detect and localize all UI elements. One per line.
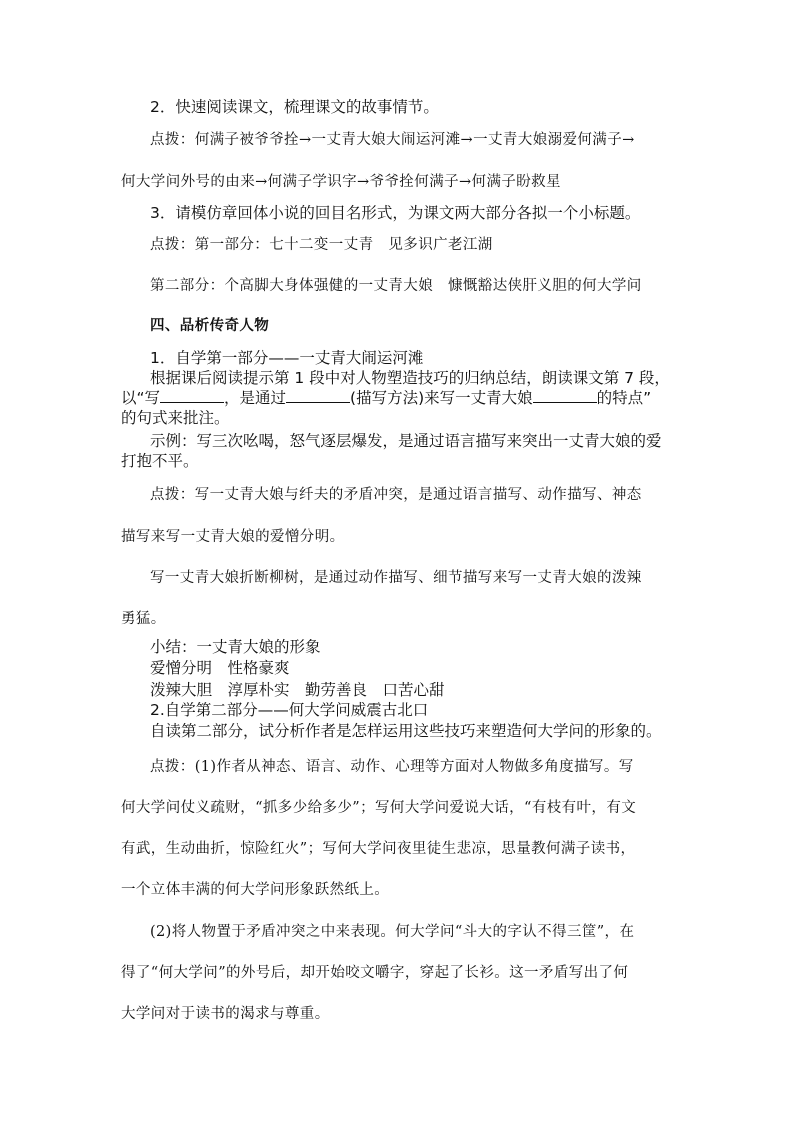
hint-conflict-line-2: 得了“何大学问”的外号后，却开始咬文嚼字，穿起了长衫。这一矛盾写出了何 [121, 965, 629, 981]
hint-conflict-line-3: 大学问对于读书的渴求与尊重。 [121, 1006, 330, 1022]
subsection-2-title: 2.自学第二部分——何大学问威震古北口 [150, 701, 429, 719]
hint-para-2-line-1: 写一丈青大娘折断柳树，是通过动作描写、细节描写来写一丈青大娘的泼辣 [150, 570, 642, 586]
hint-subtitle-2: 第二部分：个高脚大身体强健的一丈青大娘 慷慨豁达侠肝义胆的何大学问 [150, 278, 642, 294]
summary-title: 小结：一丈青大娘的形象 [150, 638, 321, 656]
hint-analysis-line-3: 有武，生动曲折，惊险红火”；写何大学问夜里徒生悲凉，思量教何满子读书， [121, 841, 636, 857]
summary-traits-2: 泼辣大胆 淳厚朴实 勤劳善良 口苦心甜 [150, 681, 445, 699]
fill-blank-1 [160, 388, 224, 403]
hint-plot-line-1: 点拨：何满子被爷爷拴→一丈青大娘大闹运河滩→一丈青大娘溺爱何满子→ [150, 132, 635, 148]
section-heading-4: 四、品析传奇人物 [150, 317, 270, 334]
example-line-2: 打抱不平。 [121, 452, 199, 470]
fill-blank-2 [286, 388, 350, 403]
hint-conflict-line-1: (2)将人物置于矛盾冲突之中来表现。何大学问“斗大的字认不得三筐”，在 [150, 924, 635, 940]
hint-analysis-line-1: 点拨：(1)作者从神态、语言、动作、心理等方面对人物做多角度描写。写 [150, 759, 634, 775]
fill-text-a: 以“写 [121, 389, 161, 407]
fill-text-b: ，是通过 [224, 389, 287, 407]
hint-para-1-line-1: 点拨：写一丈青大娘与纤夫的矛盾冲突，是通过语言描写、动作描写、神态 [150, 487, 642, 503]
hint-analysis-line-4: 一个立体丰满的何大学问形象跃然纸上。 [121, 882, 390, 898]
hint-para-1-line-2: 描写来写一丈青大娘的爱憎分明。 [121, 529, 345, 545]
instruction-line-1: 根据课后阅读提示第 1 段中对人物塑造技巧的归纳总结，朗读课文第 7 段， [150, 369, 670, 387]
hint-para-2-line-2: 勇猛。 [121, 611, 166, 627]
hint-plot-line-2: 何大学问外号的由来→何满子学识字→爷爷拴何满子→何满子盼救星 [121, 174, 561, 190]
summary-traits-1: 爱憎分明 性格豪爽 [150, 659, 290, 677]
subsection-1-title: 1．自学第一部分——一丈青大闹运河滩 [150, 349, 424, 367]
instruction-line-3: 的句式来批注。 [121, 409, 230, 427]
subsection-2-instruction: 自读第二部分，试分析作者是怎样运用这些技巧来塑造何大学问的形象的。 [150, 722, 662, 740]
hint-analysis-line-2: 何大学问仗义疏财，“抓多少给多少”；写何大学问爱说大话，“有枝有叶，有文 [121, 800, 637, 816]
example-line-1: 示例：写三次吆喝，怒气逐层爆发，是通过语言描写来突出一丈青大娘的爱 [150, 432, 662, 450]
hint-subtitle-1: 点拨：第一部分：七十二变一丈青 见多识广老江湖 [150, 237, 493, 253]
fill-text-d: 的特点” [596, 389, 652, 407]
question-2: 2．快速阅读课文，梳理课文的故事情节。 [150, 98, 439, 116]
question-3: 3．请模仿章回体小说的回目名形式，为课文两大部分各拟一个小标题。 [150, 204, 641, 222]
instruction-line-2 [121, 388, 651, 408]
fill-text-c: (描写方法)来写一丈青大娘 [350, 389, 533, 407]
fill-blank-3 [533, 388, 597, 403]
